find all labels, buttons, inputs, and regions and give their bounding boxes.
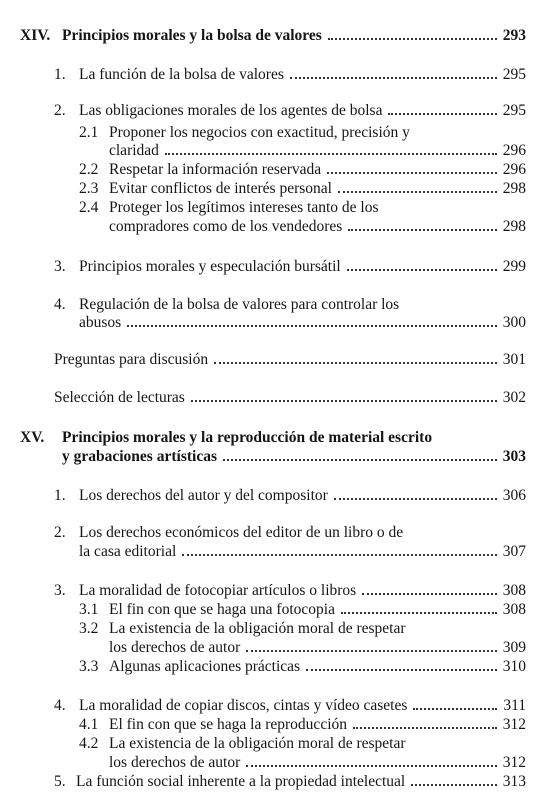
- page-number: 312: [502, 754, 526, 771]
- reading-selection-entry[interactable]: [54, 389, 526, 407]
- subsection-number: 2.1: [79, 124, 99, 141]
- chapter-number: XIV.: [20, 27, 51, 44]
- subsection-title: Evitar conflictos de interés personal: [109, 180, 332, 197]
- subsection-2-2-entry[interactable]: [79, 161, 526, 179]
- section-number: 1.: [54, 66, 66, 83]
- section-title: La moralidad de copiar discos, cintas y vídeo casetes: [79, 697, 408, 714]
- subsection-title-continued: claridad: [109, 142, 159, 159]
- subsection-title: Proteger los legítimos intereses tanto de los: [109, 199, 379, 216]
- dot-leader: [411, 784, 497, 786]
- section-3-entry[interactable]: [54, 258, 526, 276]
- section-title: Principios morales y especulación bursátil: [79, 258, 341, 275]
- subsection-title: El fin con que se haga la reproducción: [109, 716, 348, 733]
- subsection-4-2-line2[interactable]: [109, 754, 526, 772]
- section-4-line2[interactable]: [79, 314, 526, 332]
- section-number: 2.: [54, 524, 66, 541]
- section-number: 4.: [54, 296, 66, 313]
- discussion-questions-entry[interactable]: [54, 351, 526, 369]
- section-2-line2[interactable]: [79, 543, 526, 561]
- subsection-number: 2.2: [79, 161, 99, 178]
- page-number: 306: [502, 487, 526, 504]
- section-5-entry[interactable]: [54, 773, 526, 791]
- section-number: 1.: [54, 487, 66, 504]
- dot-leader: [338, 191, 497, 193]
- subsection-number: 3.3: [79, 658, 99, 675]
- extra-title: Selección de lecturas: [54, 389, 185, 406]
- subsection-number: 3.2: [79, 620, 99, 637]
- subsection-number: 2.4: [79, 199, 99, 216]
- page-number: 307: [502, 543, 526, 560]
- section-title: Los derechos del autor y del compositor: [79, 487, 328, 504]
- subsection-2-3-entry[interactable]: [79, 180, 526, 198]
- section-title: Regulación de la bolsa de valores para controlar los: [79, 296, 400, 313]
- subsection-4-1-entry[interactable]: [79, 716, 526, 734]
- section-title: Los derechos económicos del editor de un libro o de: [79, 524, 404, 541]
- dot-leader: [413, 708, 497, 710]
- section-title: La moralidad de fotocopiar artículos o libros: [79, 582, 357, 599]
- section-title-continued: la casa editorial: [79, 543, 177, 560]
- page-number: 308: [502, 582, 526, 599]
- subsection-number: 3.1: [79, 601, 99, 618]
- dot-leader: [191, 400, 497, 402]
- dot-leader: [214, 362, 497, 364]
- page-number: 295: [502, 102, 526, 119]
- dot-leader: [362, 593, 497, 595]
- subsection-title: Algunas aplicaciones prácticas: [109, 658, 301, 675]
- section-number: 4.: [54, 697, 66, 714]
- subsection-number: 2.3: [79, 180, 99, 197]
- page-number: 310: [502, 658, 526, 675]
- section-title: La función social inherente a la propiedad intelectual: [76, 773, 406, 790]
- subsection-number: 4.2: [79, 735, 99, 752]
- page-number: 308: [502, 601, 526, 618]
- section-1-entry[interactable]: [54, 66, 526, 84]
- page-number: 311: [503, 697, 526, 714]
- section-number: 3.: [54, 582, 66, 599]
- subsection-title: La existencia de la obligación moral de respetar: [109, 620, 406, 637]
- subsection-title: Proponer los negocios con exactitud, precisión y: [109, 124, 410, 141]
- subsection-2-1-line1[interactable]: [79, 124, 410, 142]
- subsection-title: El fin con que se haga una fotocopia: [109, 601, 335, 618]
- chapter-14-entry[interactable]: [20, 27, 526, 45]
- section-4-line1[interactable]: [54, 296, 399, 314]
- page-number: 293: [502, 27, 526, 44]
- subsection-number: 4.1: [79, 716, 99, 733]
- page-number: 295: [502, 66, 526, 83]
- dot-leader: [246, 650, 496, 652]
- dot-leader: [223, 459, 497, 461]
- dot-leader: [328, 38, 497, 40]
- subsection-3-3-entry[interactable]: [79, 658, 526, 676]
- subsection-3-2-line2[interactable]: [109, 639, 526, 657]
- page-number: 299: [502, 258, 526, 275]
- subsection-title-continued: compradores como de los vendedores: [109, 218, 343, 235]
- page-number: 312: [502, 716, 526, 733]
- chapter-15-line2[interactable]: [62, 448, 526, 466]
- subsection-2-4-line1[interactable]: [79, 199, 378, 217]
- chapter-title: Principios morales y la bolsa de valores: [62, 27, 322, 44]
- section-4-entry[interactable]: [54, 697, 526, 715]
- dot-leader: [127, 325, 497, 327]
- extra-title: Preguntas para discusión: [54, 351, 209, 368]
- dot-leader: [246, 765, 496, 767]
- chapter-number: XV.: [20, 429, 45, 446]
- dot-leader: [306, 669, 497, 671]
- page-number: 302: [502, 389, 526, 406]
- subsection-title: La existencia de la obligación moral de respetar: [109, 735, 406, 752]
- page-number: 298: [502, 180, 526, 197]
- subsection-2-1-line2[interactable]: [109, 142, 526, 160]
- dot-leader: [341, 612, 497, 614]
- page-number: 309: [502, 639, 526, 656]
- page-number: 300: [502, 314, 526, 331]
- chapter-15-line1[interactable]: [20, 429, 432, 447]
- subsection-3-1-entry[interactable]: [79, 601, 526, 619]
- chapter-title: Principios morales y la reproducción de material escrito: [62, 429, 433, 446]
- dot-leader: [334, 498, 497, 500]
- dot-leader: [182, 554, 496, 556]
- section-title: Las obligaciones morales de los agentes de bolsa: [79, 102, 383, 119]
- section-number: 5.: [54, 773, 66, 790]
- dot-leader: [353, 727, 497, 729]
- subsection-2-4-line2[interactable]: [109, 218, 526, 236]
- section-number: 2.: [54, 102, 66, 119]
- section-2-entry[interactable]: [54, 102, 526, 120]
- chapter-title-continued: y grabaciones artísticas: [62, 448, 217, 465]
- subsection-title: Respetar la información reservada: [109, 161, 322, 178]
- section-1-entry[interactable]: [54, 487, 526, 505]
- subsection-title-continued: los derechos de autor: [109, 639, 241, 656]
- section-2-line1[interactable]: [54, 524, 403, 542]
- dot-leader: [348, 229, 496, 231]
- dot-leader: [388, 113, 496, 115]
- section-3-entry[interactable]: [54, 582, 526, 600]
- page-number: 303: [502, 448, 526, 465]
- page-number: 301: [502, 351, 526, 368]
- dot-leader: [347, 269, 497, 271]
- page-number: 298: [502, 218, 526, 235]
- dot-leader: [165, 153, 497, 155]
- dot-leader: [290, 77, 497, 79]
- subsection-3-2-line1[interactable]: [79, 620, 406, 638]
- page-number: 296: [502, 142, 526, 159]
- page-number: 313: [502, 773, 526, 790]
- section-number: 3.: [54, 258, 66, 275]
- subsection-title-continued: los derechos de autor: [109, 754, 241, 771]
- subsection-4-2-line1[interactable]: [79, 735, 406, 753]
- page-number: 296: [502, 161, 526, 178]
- section-title: La función de la bolsa de valores: [79, 66, 284, 83]
- dot-leader: [327, 172, 497, 174]
- section-title-continued: abusos: [79, 314, 122, 331]
